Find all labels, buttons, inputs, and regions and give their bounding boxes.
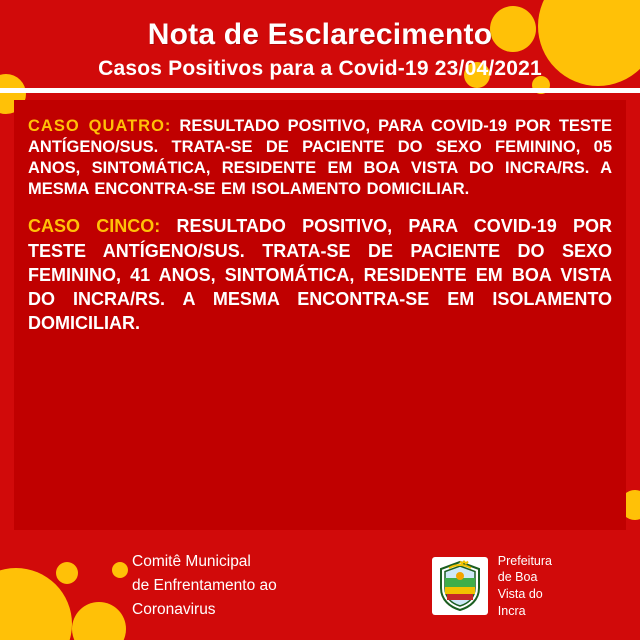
brand-line-2: de Boa — [497, 570, 538, 585]
case-label: CASO CINCO: — [28, 216, 161, 237]
committee-line-3: Coronavirus — [132, 600, 216, 618]
brand-line-4: Incra — [497, 604, 526, 619]
committee-text — [132, 550, 277, 622]
page-subtitle: Casos Positivos para a Covid-19 23/04/2021 — [98, 57, 542, 80]
committee-line-1: Comitê Municipal — [132, 552, 251, 570]
brand-name — [498, 553, 552, 621]
poster-header — [0, 0, 640, 87]
coat-of-arms-icon — [432, 557, 488, 615]
brand-line-3: Vista do — [497, 587, 543, 602]
case-entry — [28, 214, 612, 335]
poster-footer — [0, 532, 640, 640]
case-text: RESULTADO POSITIVO, PARA COVID-19 POR TESTE ANTÍGENO/SUS. TRATA-SE DE PACIENTE DO SEXO FEMININO, 41 ANOS, SINTOMÁTICA, RESIDENTE EM BOA VISTA DO INCRA/RS. A MESMA ENCONTRA-SE EM ISOLAMENTO DOMICILIAR. — [28, 216, 612, 333]
case-entry — [28, 116, 612, 200]
brand-line-1: Prefeitura — [497, 553, 552, 568]
content-panel — [14, 100, 626, 530]
brand-block — [432, 553, 552, 621]
header-divider — [0, 88, 640, 93]
case-label: CASO QUATRO: — [28, 117, 172, 135]
committee-line-2: de Enfrentamento ao — [132, 576, 277, 594]
case-text: RESULTADO POSITIVO, PARA COVID-19 POR TESTE ANTÍGENO/SUS. TRATA-SE DE PACIENTE DO SEXO FEMININO, 05 ANOS, SINTOMÁTICA, RESIDENTE EM BOA VISTA DO INCRA/RS. A MESMA ENCONTRA-SE EM ISOLAMENTO DOMICILIAR. — [28, 117, 612, 199]
page-title: Nota de Esclarecimento — [147, 18, 493, 51]
